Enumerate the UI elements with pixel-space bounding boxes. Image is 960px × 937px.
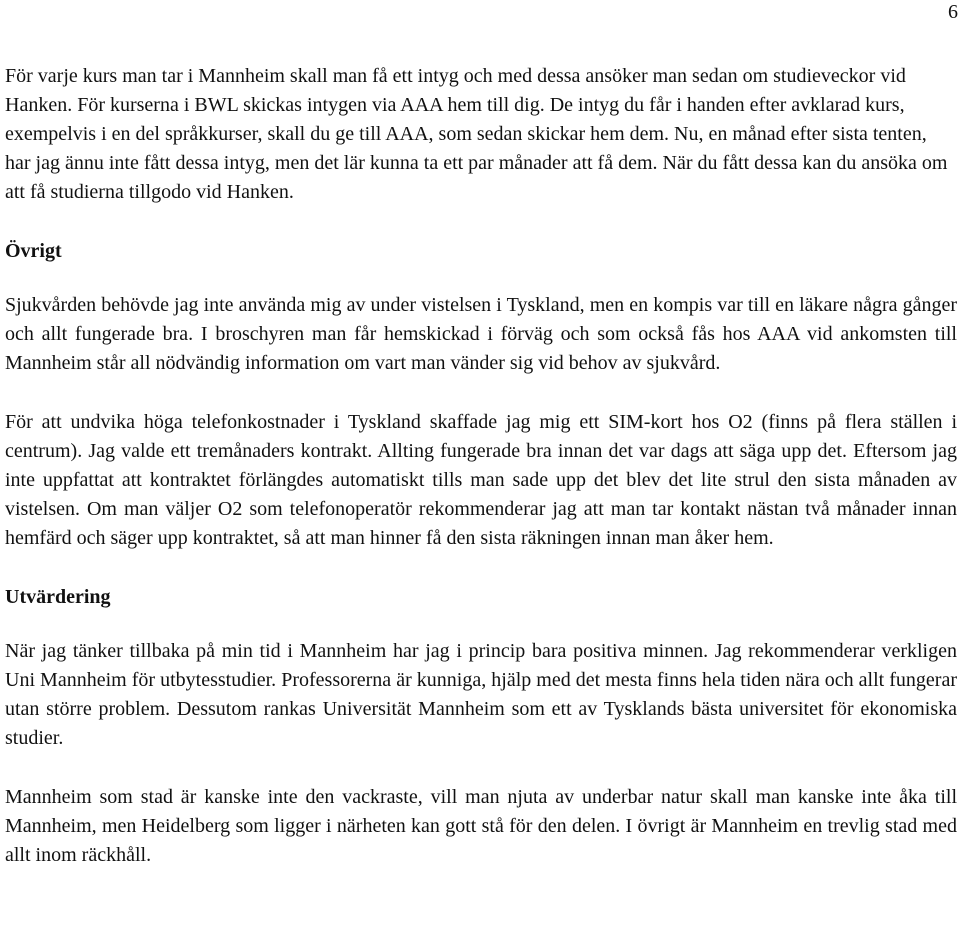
paragraph-phone: För att undvika höga telefonkostnader i Tyskland skaffade jag mig ett SIM-kort hos O2 (finns på flera ställen i centrum). Jag valde ett tremånaders kontrakt. Allting fungerade bra innan det var dags att säga upp det. Eftersom jag inte uppfattat att kontraktet förlängdes automatiskt tills man sade upp det blev det lite strul den sista månaden av vistelsen. Om man väljer O2 som telefonoperatör rekommenderar jag att man tar kontakt nästan två månader innan hemfärd och säger upp kontraktet, så att man hinner få den sista räkningen innan man åker hem. (5, 411, 957, 549)
page-content (5, 62, 957, 870)
paragraph-course-certificates: För varje kurs man tar i Mannheim skall man få ett intyg och med dessa ansöker man sedan om studieveckor vid Hanken. För kurserna i BWL skickas intygen via AAA hem till dig. De intyg du får i handen efter avklarad kurs, exempelvis i en del språkkurser, skall du ge till AAA, som sedan skickar hem dem. Nu, en månad efter sista tenten, har jag ännu inte fått dessa intyg, men det lär kunna ta ett par månader att få dem. När du fått dessa kan du ansöka om att få studierna tillgodo vid Hanken. (5, 65, 948, 203)
paragraph-evaluation: När jag tänker tillbaka på min tid i Mannheim har jag i princip bara positiva minnen. Jag rekommenderar verkligen Uni Mannheim för utbytesstudier. Professorerna är kunniga, hjälp med det mesta finns hela tiden nära och allt fungerar utan större problem. Dessutom rankas Universität Mannheim som ett av Tysklands bästa universitet för ekonomiska studier. (5, 640, 957, 749)
heading-utvardering: Utvärdering (5, 586, 111, 608)
heading-ovrigt: Övrigt (5, 240, 62, 262)
paragraph-healthcare: Sjukvården behövde jag inte använda mig av under vistelsen i Tyskland, men en kompis var till en läkare några gånger och allt fungerade bra. I broschyren man får hemskickad i förväg och som också fås hos AAA vid ankomsten till Mannheim står all nödvändig information om vart man vänder sig vid behov av sjukvård. (5, 294, 957, 374)
paragraph-city: Mannheim som stad är kanske inte den vackraste, vill man njuta av underbar natur skall man kanske inte åka till Mannheim, men Heidelberg som ligger i närheten kan gott stå för den delen. I övrigt är Mannheim en trevlig stad med allt inom räckhåll. (5, 786, 957, 866)
page-number: 6 (948, 1, 958, 23)
